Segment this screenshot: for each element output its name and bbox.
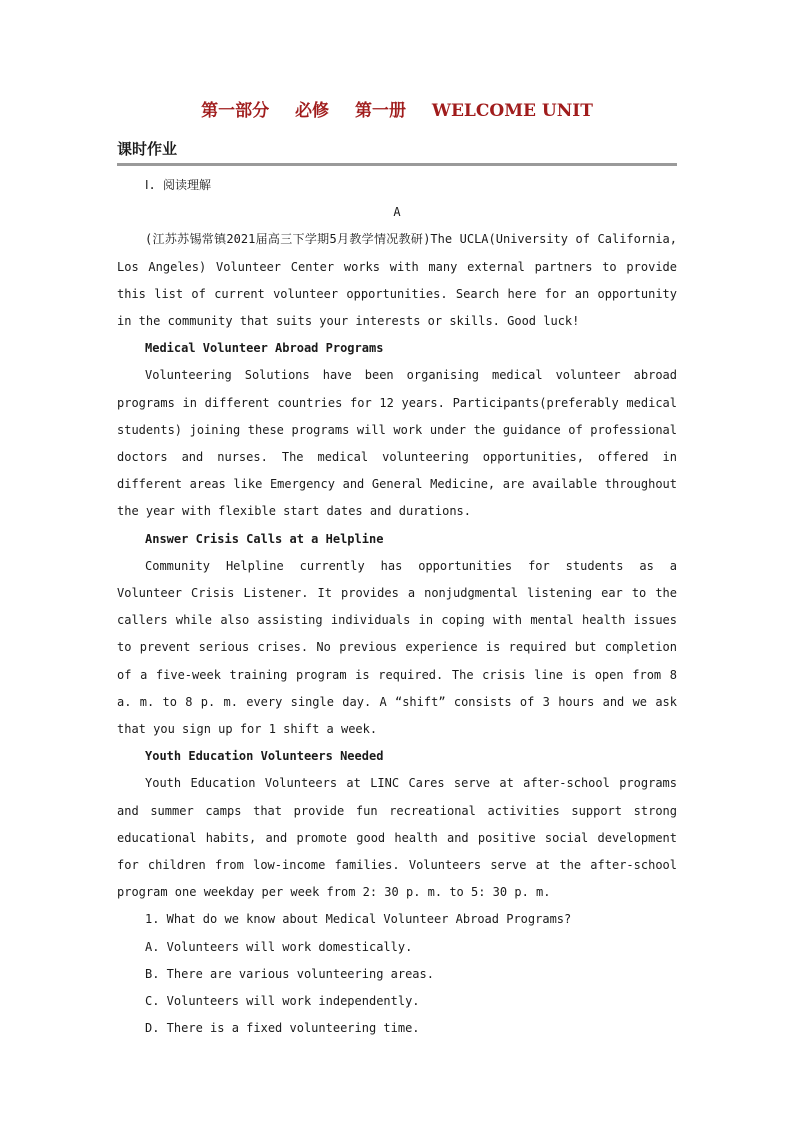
option-d[interactable]: D. There is a fixed volunteering time. bbox=[145, 1021, 420, 1036]
section-text-helpline: Community Helpline currently has opportunities for students as a Volunteer Crisis Listener. It provides a nonjudgmental listening ear to the callers while also assisting individuals in coping with mental health issues to prevent serious crises. No previous experience is required but completion of a five-week training program is required. The crisis line is open from 8 a. m. to 8 p. m. every single day. A “shift” consists of 3 hours and we ask that you sign up for 1 shift a week. bbox=[117, 558, 677, 737]
option-a[interactable]: A. Volunteers will work domestically. bbox=[145, 939, 413, 954]
title-part: 第一部分 bbox=[201, 101, 270, 121]
section-heading-medical: Medical Volunteer Abroad Programs bbox=[145, 341, 384, 356]
section-text-youth: Youth Education Volunteers at LINC Cares serve at after-school programs and summer camps that provide fun recreational activities support strong educational habits, and promote good health and positive social development for children from low-income families. Volunteers serve at the after-school program one weekday per week from 2: 30 p. m. to 5: 30 p. m. bbox=[117, 776, 677, 900]
section-heading-helpline: Answer Crisis Calls at a Helpline bbox=[145, 531, 384, 546]
passage-letter: A bbox=[393, 205, 401, 220]
passage-intro: (江苏苏锡常镇2021届高三下学期5月教学情况教研)The UCLA(University of California, Los Angeles) Volunteer Center works with many external partners to provide this list of current volunteer opportunities. Search here for an opportunity in the community that suits your interests or skills. Good luck! bbox=[117, 232, 677, 329]
section-text-medical: Volunteering Solutions have been organising medical volunteer abroad programs in different countries for 12 years. Participants(preferably medical students) joining these programs will work under the guidance of professional doctors and nurses. The medical volunteering opportunities, offered in different areas like Emergency and General Medicine, are available throughout the year with flexible start dates and durations. bbox=[117, 368, 677, 519]
option-c[interactable]: C. Volunteers will work independently. bbox=[145, 994, 420, 1009]
section-heading: 课时作业 bbox=[117, 138, 677, 166]
passage-body bbox=[117, 172, 677, 1043]
option-b[interactable]: B. There are various volunteering areas. bbox=[145, 966, 434, 981]
title-part: 必修 bbox=[295, 101, 330, 121]
title-part: WELCOME UNIT bbox=[431, 101, 593, 121]
part-label: Ⅰ. 阅读理解 bbox=[145, 178, 211, 192]
page-title bbox=[117, 96, 677, 121]
section-heading-youth: Youth Education Volunteers Needed bbox=[145, 749, 384, 764]
title-part: 第一册 bbox=[354, 101, 406, 121]
question-stem: 1. What do we know about Medical Volunteer Abroad Programs? bbox=[145, 912, 572, 927]
